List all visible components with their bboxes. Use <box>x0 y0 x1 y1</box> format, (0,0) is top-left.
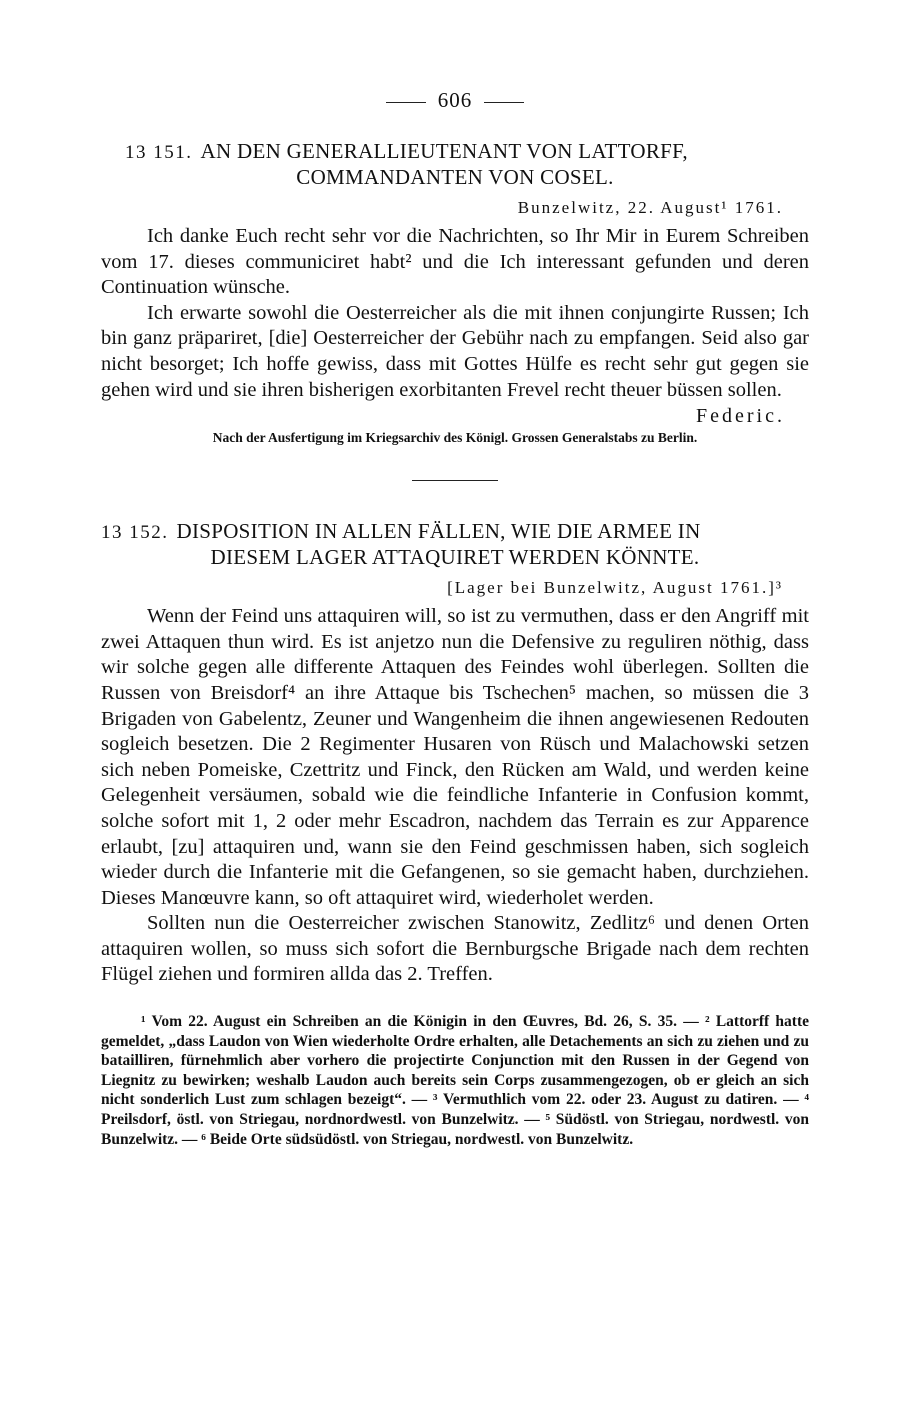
doc2-dateline: [Lager bei Bunzelwitz, August 1761.]³ <box>447 578 783 598</box>
doc2-number: 13 152. <box>101 522 169 544</box>
doc1-body <box>101 224 809 403</box>
doc1-title-line1 <box>101 139 809 165</box>
doc2-paragraph-2: Sollten nun die Oesterreicher zwischen Stanowitz, Zedlitz⁶ und denen Orten attaquiren wollen, so muss sich sofort die Bernburgsche Brigade nach dem rechten Flügel ziehen und formiren allda das 2. Treffen. <box>101 912 809 986</box>
page-number: 606 <box>437 88 473 112</box>
doc1-paragraph-2: Ich erwarte sowohl die Oesterreicher als die mit ihnen conjungirte Russen; Ich bin ganz präpariret, [die] Oesterreicher der Gebühr nach zu empfangen. Seid also gar nicht besorget; Ich hoffe gewiss, dass mit Gottes Hülfe es recht sehr gut gegen sie gehen wird und sie ihren bisherigen exorbitanten Frevel recht theuer büssen sollen. <box>101 301 809 401</box>
section-divider <box>412 480 498 481</box>
doc1-signature: Federic. <box>696 405 785 428</box>
doc1-source-note: Nach der Ausfertigung im Kriegsarchiv des Königl. Grossen Generalstabs zu Berlin. <box>212 430 698 446</box>
dash-left <box>386 102 426 103</box>
doc1-heading <box>101 139 809 190</box>
running-head <box>101 88 809 113</box>
doc1-paragraph-1: Ich danke Euch recht sehr vor die Nachrichten, so Ihr Mir in Eurem Schreiben vom 17. dieses communiciret habt² und die Ich interessant gefunden und deren Continuation wünsche. <box>101 225 809 299</box>
doc2-title-line1 <box>101 519 809 545</box>
footnotes <box>101 1012 809 1149</box>
doc2-heading <box>101 519 809 570</box>
document-page <box>101 80 809 1149</box>
doc2-title-line2: DIESEM LAGER ATTAQUIRET WERDEN KÖNNTE. <box>210 545 700 570</box>
dash-right <box>484 102 524 103</box>
doc1-title-line2: COMMANDANTEN VON COSEL. <box>296 165 614 189</box>
footnote-text: ¹ Vom 22. August ein Schreiben an die Königin in den Œuvres, Bd. 26, S. 35. — ² Lattorff hatte gemeldet, „dass Laudon von Wien wiederholte Ordre erhalten, alle Detachements an sich zu ziehen und zu batailliren, fürnehmlich aber vorhero die projectirte Conjunction mit den Russen in der Gegend von Liegnitz zu bewirken; weshalb Laudon auch bereits sein Corps zusammengezogen, ob er gleich an sich nicht sonderlich Lust zum schlagen bezeigt“. — ³ Vermuthlich vom 22. oder 23. August zu datiren. — ⁴ Preilsdorf, östl. von Striegau, nordnordwestl. von Bunzelwitz. — ⁵ Südöstl. von Striegau, nordwestl. von Bunzelwitz. — ⁶ Beide Orte südsüdöstl. von Striegau, nordwestl. von Bunzelwitz. <box>101 1013 809 1148</box>
doc2-body <box>101 604 809 988</box>
doc1-number: 13 151. <box>125 142 193 163</box>
doc1-dateline: Bunzelwitz, 22. August¹ 1761. <box>517 198 783 217</box>
doc1-title-text1: AN DEN GENERALLIEUTENANT VON LATTORFF, <box>200 139 688 163</box>
doc2-paragraph-1: Wenn der Feind uns attaquiren will, so ist zu vermuthen, dass er den Angriff mit zwei Attaquen thun wird. Es ist anjetzo nun die Defensive zu reguliren nöthig, dass wir solche gegen alle differente Attaquen des Feindes wohl überlegen. Sollten die Russen von Breisdorf⁴ an ihre Attaque bis Tschechen⁵ machen, so müssen die 3 Brigaden von Gabelentz, Zeuner und Wangenheim die ihnen angewiesenen Redouten sogleich besetzen. Die 2 Regimenter Husaren von Rüsch und Malachowski setzen sich neben Pomeiske, Czettritz und Finck, den Rücken am Wald, und werden keine Gelegenheit versäumen, sobald wie die feindliche Infanterie in Confusion kommt, solche sofort mit 1, 2 oder mehr Escadron, nachdem das Terrain es zur Apparence erlaubt, [zu] attaquiren und, wann sie den Feind geschmissen haben, sich sogleich wieder durch die Infanterie mit die Gefangenen, so sie gemacht haben, durchziehen. Dieses Manœuvre kann, so oft attaquiret wird, wiederholet werden. <box>101 605 809 909</box>
doc2-title-text1: DISPOSITION IN ALLEN FÄLLEN, WIE DIE ARMEE IN <box>176 519 701 544</box>
